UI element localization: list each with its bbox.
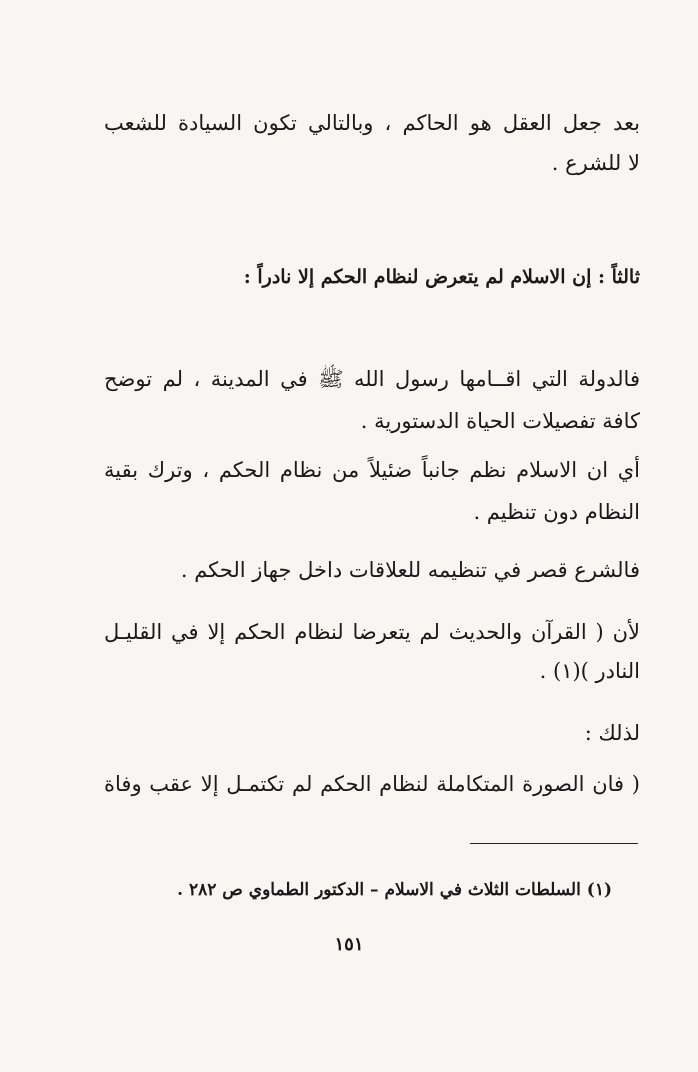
paragraph-line-11: ( فان الصورة المتكاملة لنظام الحكم لم تكتمـل إلا عقب وفاة [104,772,640,796]
paragraph-line-4: كافة تفصيلات الحياة الدستورية . [360,409,640,433]
paragraph-line-9: النادر )(١) . [539,659,640,683]
paragraph-line-3: فالدولة التي اقــامها رسول الله ﷺ في المدينة ، لم توضح [104,367,640,391]
paragraph-line-2: لا للشرع . [551,151,640,175]
section-heading: ثالثاً : إن الاسلام لم يتعرض لنظام الحكم إلا نادراً : [243,266,640,288]
paragraph-line-10: لذلك : [584,721,640,745]
paragraph-line-7: فالشرع قصر في تنظيمه للعلاقات داخل جهاز الحكم . [180,558,640,582]
paragraph-line-8: لأن ( القرآن والحديث لم يتعرضا لنظام الحكم إلا في القليـل [104,620,640,644]
footnote: (١) السلطات الثلاث في الاسلام – الدكتور الطماوي ص ٢٨٢ . [177,880,612,900]
paragraph-line-6: النظام دون تنظيم . [473,500,640,524]
footnote-divider [470,843,638,844]
paragraph-line-1: بعد جعل العقل هو الحاكم ، وبالتالي تكون السيادة للشعب [104,111,640,135]
page-number: ١٥١ [334,934,364,955]
paragraph-line-5: أي ان الاسلام نظم جانباً ضئيلاً من نظام الحكم ، وترك بقية [104,458,640,482]
